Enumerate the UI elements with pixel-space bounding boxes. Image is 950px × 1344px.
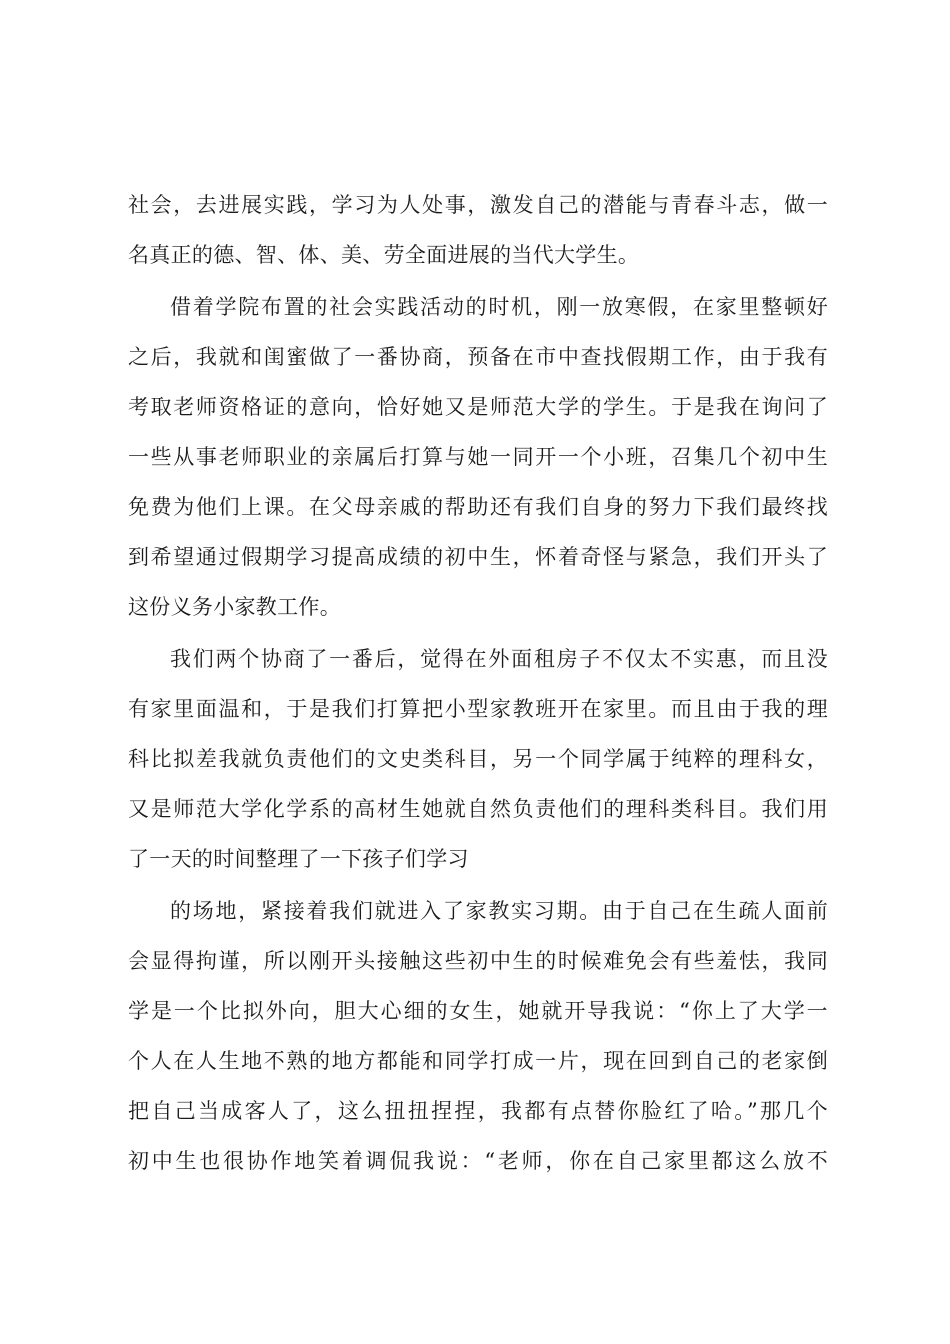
text-line: 到希望通过假期学习提高成绩的初中生，怀着奇怪与紧急，我们开头了: [128, 545, 828, 569]
text-line: 免费为他们上课。在父母亲戚的帮助还有我们自身的努力下我们最终找: [128, 495, 828, 519]
paragraph-1: [128, 180, 828, 280]
text-line: 了一天的时间整理了一下孩子们学习: [128, 847, 469, 871]
text-line: 初中生也很协作地笑着调侃我说：“老师，你在自己家里都这么放不: [128, 1149, 828, 1173]
text-line: 把自己当成客人了，这么扭扭捏捏，我都有点替你脸红了哈。”那几个: [128, 1099, 828, 1123]
paragraph-2: [128, 282, 828, 632]
text-line: 一些从事老师职业的亲属后打算与她一同开一个小班，召集几个初中生: [128, 445, 828, 469]
text-line: 又是师范大学化学系的高材生她就自然负责他们的理科类科目。我们用: [128, 797, 828, 821]
text-line: 这份义务小家教工作。: [128, 595, 341, 619]
paragraph-4: [128, 886, 828, 1186]
text-line: 个人在人生地不熟的地方都能和同学打成一片，现在回到自己的老家倒: [128, 1049, 828, 1073]
document-body: [128, 180, 828, 1188]
text-line: 社会，去进展实践，学习为人处事，激发自己的潜能与青春斗志，做一: [128, 193, 828, 217]
text-line: 名真正的德、智、体、美、劳全面进展的当代大学生。: [128, 243, 640, 267]
text-line: 考取老师资格证的意向，恰好她又是师范大学的学生。于是我在询问了: [128, 395, 828, 419]
text-line: 学是一个比拟外向，胆大心细的女生，她就开导我说：“你上了大学一: [128, 999, 828, 1023]
text-line: 我们两个协商了一番后，觉得在外面租房子不仅太不实惠，而且没: [170, 647, 828, 671]
text-line: 科比拟差我就负责他们的文史类科目，另一个同学属于纯粹的理科女，: [128, 747, 828, 771]
text-line: 的场地，紧接着我们就进入了家教实习期。由于自己在生疏人面前: [170, 899, 828, 923]
text-line: 借着学院布置的社会实践活动的时机，刚一放寒假，在家里整顿好: [170, 295, 828, 319]
text-line: 会显得拘谨，所以刚开头接触这些初中生的时候难免会有些羞怯，我同: [128, 949, 828, 973]
text-line: 之后，我就和闺蜜做了一番协商，预备在市中查找假期工作，由于我有: [128, 345, 828, 369]
paragraph-3: [128, 634, 828, 884]
text-line: 有家里面温和，于是我们打算把小型家教班开在家里。而且由于我的理: [128, 697, 828, 721]
